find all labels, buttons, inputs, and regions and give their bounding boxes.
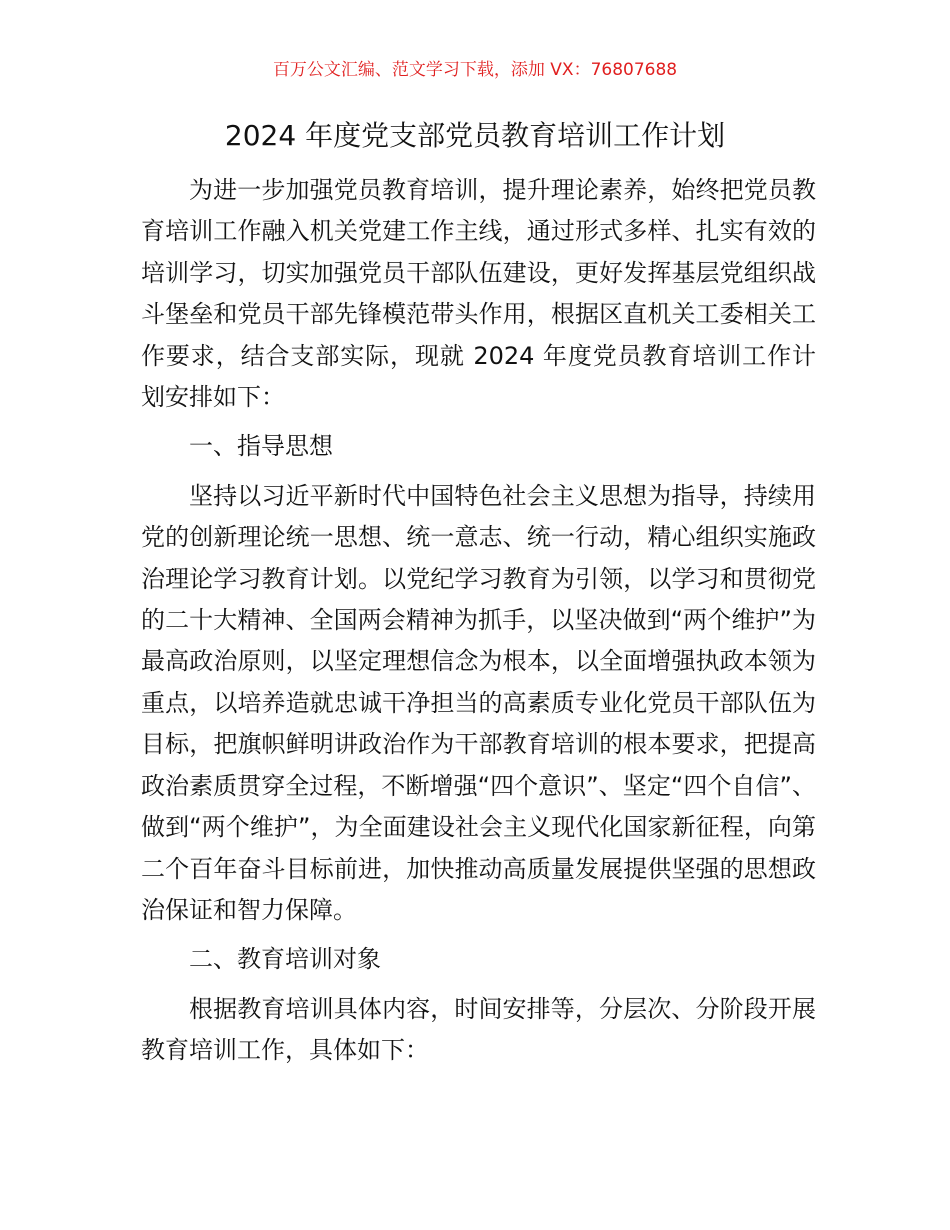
watermark-banner: 百万公文汇编、范文学习下载，添加 VX：76807688 xyxy=(272,60,678,80)
section-heading-guiding-ideology: 一、指导思想 xyxy=(189,432,333,461)
document-title: 2024 年度党支部党员教育培训工作计划 xyxy=(224,119,726,152)
section-paragraph-guiding-ideology: 坚持以习近平新时代中国特色社会主义思想为指导，持续用党的创新理论统一思想、统一意志、统一行动，精心组织实施政治理论学习教育计划。以党纪学习教育为引领，以学习和贯彻党的二十大精神、全国两会精神为抓手，以坚决做到“两个维护”为最高政治原则，以坚定理想信念为根本，以全面增强执政本领为重点，以培养造就忠诚干净担当的高素质专业化党员干部队伍为目标，把旗帜鲜明讲政治作为干部教育培训的根本要求，把提高政治素质贯穿全过程，不断增强“四个意识”、坚定“四个自信”、做到“两个维护”，为全面建设社会主义现代化国家新征程，向第二个百年奋斗目标前进，加快推动高质量发展提供坚强的思想政治保证和智力保障。 xyxy=(141,481,816,924)
document-body xyxy=(141,170,816,1072)
section-paragraph-training-targets: 根据教育培训具体内容，时间安排等，分层次、分阶段开展教育培训工作，具体如下： xyxy=(141,994,816,1065)
section-heading-training-targets: 二、教育培训对象 xyxy=(189,945,381,974)
intro-paragraph: 为进一步加强党员教育培训，提升理论素养，始终把党员教育培训工作融入机关党建工作主线，通过形式多样、扎实有效的培训学习，切实加强党员干部队伍建设，更好发挥基层党组织战斗堡垒和党员干部先锋模范带头作用，根据区直机关工委相关工作要求，结合支部实际，现就 2024 年度党员教育培训工作计划安排如下： xyxy=(141,176,816,412)
